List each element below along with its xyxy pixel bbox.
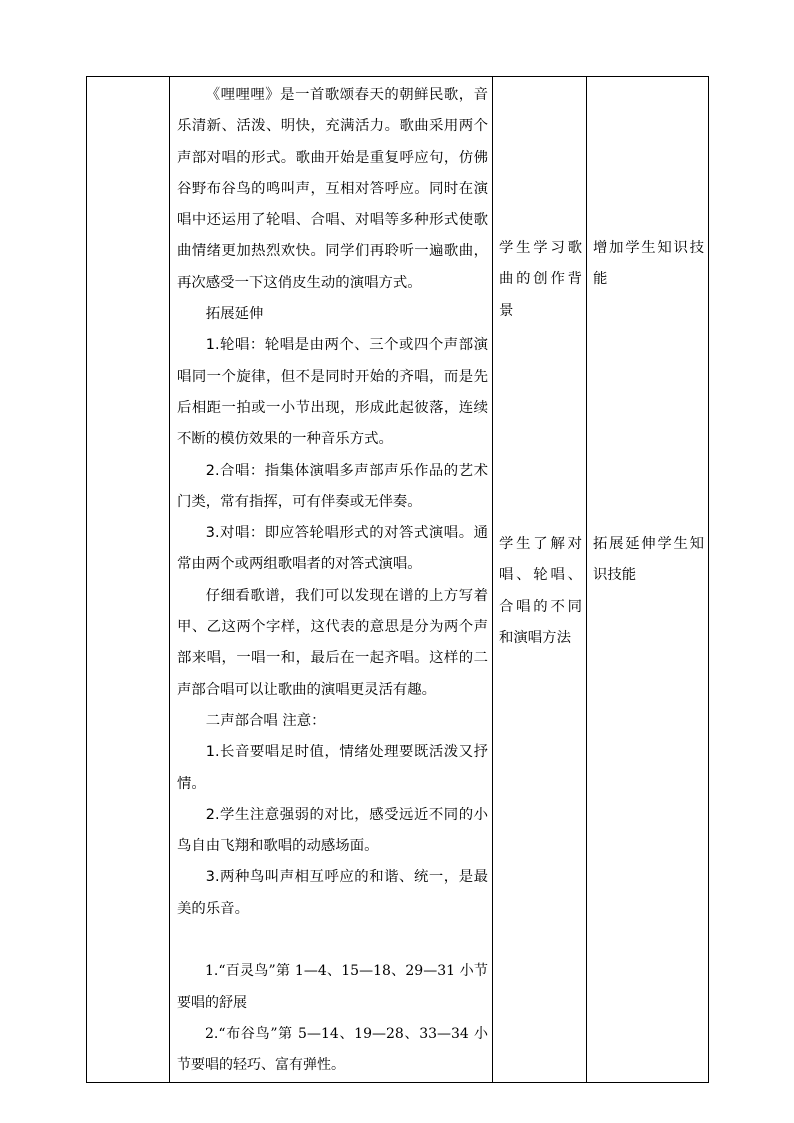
- duet-paragraph: 3.对唱：即应答轮唱形式的对答式演唱。通常由两个或两组歌唱者的对答式演唱。: [177, 525, 488, 573]
- extension-heading: 拓展延伸: [205, 306, 264, 323]
- two-part-heading: 二声部合唱 注意：: [205, 712, 326, 729]
- chorus-paragraph: 2.合唱：指集体演唱多声部声乐作品的艺术门类，常有指挥，可有伴奏或无伴奏。: [177, 462, 488, 510]
- blank-line: [177, 925, 488, 956]
- table-row: [87, 77, 709, 1083]
- lark-instruction: 1.“百灵鸟”第 1—4、15—18、29—31 小节要唱的舒展: [177, 963, 488, 1011]
- student-activity-b: 学生了解对唱、轮唱、合唱的不同和演唱方法: [499, 536, 582, 646]
- stage-cell: [87, 77, 170, 1083]
- note-item-3: 3.两种鸟叫声相互呼应的和谐、统一，是最美的乐音。: [177, 869, 488, 917]
- lesson-plan-table: [86, 76, 709, 1083]
- cuckoo-instruction: 2.“布谷鸟”第 5—14、19—28、33—34 小节要唱的轻巧、富有弹性。: [177, 1025, 488, 1074]
- student-activity-a: 学生学习歌曲的创作背景: [499, 240, 582, 319]
- song-intro-paragraph: 《哩哩哩》是一首歌颂春天的朝鲜民歌，音乐清新、活泼、明快，充满活力。歌曲采用两个声部对唱的形式。歌曲开始是重复呼应句，仿佛谷野布谷鸟的鸣叫声，互相对答呼应。同时在演唱中还运用了轮唱、合唱、对唱等多种形式使歌曲情绪更加热烈欢快。同学们再聆听一遍歌曲，再次感受一下这俏皮生动的演唱方式。: [177, 87, 488, 291]
- round-singing-paragraph: 1.轮唱：轮唱是由两个、三个或四个声部演唱同一个旋律，但不是同时开始的齐唱，而是先后相距一拍或一小节出现，形成此起彼落，连续不断的模仿效果的一种音乐方式。: [177, 337, 488, 448]
- score-observation-paragraph: 仔细看歌谱，我们可以发现在谱的上方写着甲、乙这两个字样，这代表的意思是分为两个声部来唱，一唱一和，最后在一起齐唱。这样的二声部合唱可以让歌曲的演唱更灵活有趣。: [177, 587, 488, 698]
- note-item-1: 1.长音要唱足时值，情绪处理要既活泼又抒情。: [177, 744, 488, 792]
- student-activity-cell: [493, 77, 587, 1083]
- note-item-2: 2.学生注意强弱的对比，感受远近不同的小鸟自由飞翔和歌唱的动感场面。: [177, 806, 488, 855]
- design-intent-a: 增加学生知识技能: [593, 240, 704, 288]
- design-intent-cell: [587, 77, 709, 1083]
- teaching-content-cell: [170, 77, 493, 1083]
- design-intent-b: 拓展延伸学生知识技能: [593, 536, 704, 584]
